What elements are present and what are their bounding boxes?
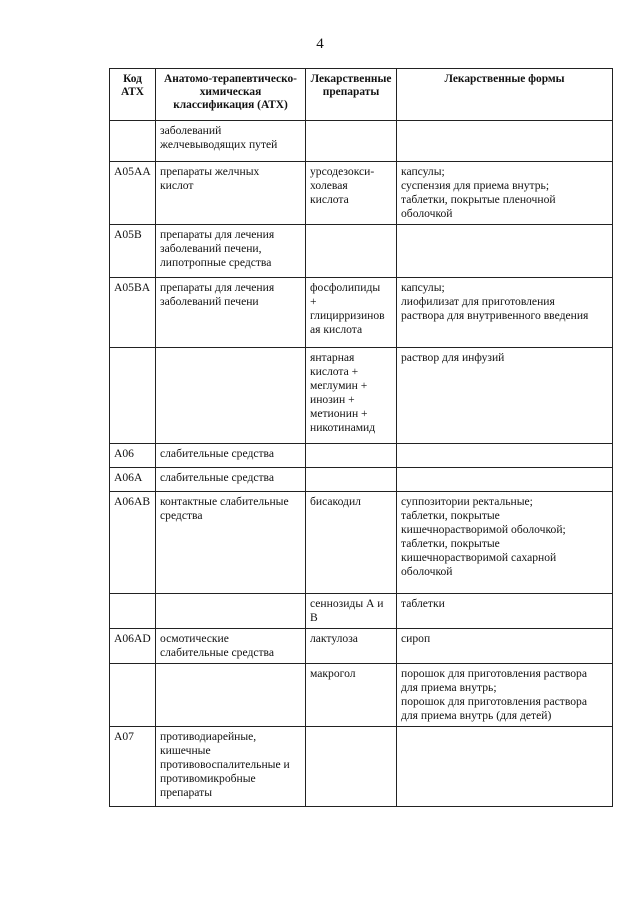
- code-cell: A06: [110, 444, 156, 468]
- table-row: [110, 348, 613, 444]
- form-line: для приема внутрь;: [401, 681, 497, 694]
- table-row: [110, 468, 613, 492]
- drug-cell: [306, 348, 397, 444]
- classification-line: слабительные средства: [160, 447, 275, 460]
- table-row: [110, 162, 613, 225]
- form-line: оболочкой: [401, 207, 453, 220]
- classification-cell: [156, 444, 306, 468]
- form-cell: [397, 348, 613, 444]
- classification-cell: [156, 629, 306, 664]
- drug-line: кислота: [310, 193, 349, 206]
- drug-line: макрогол: [310, 667, 356, 680]
- form-line: суппозитории ректальные;: [401, 495, 533, 508]
- drug-cell: [306, 629, 397, 664]
- form-line: таблетки, покрытые: [401, 509, 500, 522]
- classification-line: препараты для лечения: [160, 228, 275, 241]
- classification-line: слабительные средства: [160, 646, 275, 659]
- table-row: [110, 444, 613, 468]
- form-cell: [397, 162, 613, 225]
- drug-cell: [306, 727, 397, 807]
- form-line: капсулы;: [401, 281, 445, 294]
- code-cell: [110, 594, 156, 629]
- drug-cell: [306, 468, 397, 492]
- table-row: [110, 594, 613, 629]
- classification-line: липотропные средства: [160, 256, 272, 269]
- form-line: таблетки: [401, 597, 445, 610]
- code-cell: A05B: [110, 225, 156, 278]
- code-cell: A07: [110, 727, 156, 807]
- drug-line: сеннозиды А и: [310, 597, 384, 610]
- form-cell: [397, 121, 613, 162]
- header-drugs: Лекарственные препараты: [306, 69, 397, 121]
- drug-cell: [306, 492, 397, 594]
- drug-line: янтарная: [310, 351, 355, 364]
- drug-cell: [306, 594, 397, 629]
- form-cell: [397, 492, 613, 594]
- classification-line: осмотические: [160, 632, 229, 645]
- classification-line: средства: [160, 509, 203, 522]
- header-forms: Лекарственные формы: [397, 69, 613, 121]
- form-cell: [397, 468, 613, 492]
- table-body: [110, 121, 613, 807]
- drug-cell: [306, 664, 397, 727]
- classification-cell: [156, 727, 306, 807]
- header-classification: Анатомо-терапевтическо-химическая классификация (АТХ): [156, 69, 306, 121]
- classification-cell: [156, 278, 306, 348]
- classification-cell: [156, 121, 306, 162]
- classification-line: контактные слабительные: [160, 495, 289, 508]
- classification-cell: [156, 492, 306, 594]
- code-cell: A06AB: [110, 492, 156, 594]
- classification-line: заболеваний печени,: [160, 242, 262, 255]
- drug-cell: [306, 121, 397, 162]
- table-row: [110, 121, 613, 162]
- form-cell: [397, 278, 613, 348]
- drug-cell: [306, 225, 397, 278]
- form-line: порошок для приготовления раствора: [401, 667, 587, 680]
- drug-line: ая кислота: [310, 323, 363, 336]
- classification-cell: [156, 468, 306, 492]
- code-cell: [110, 664, 156, 727]
- classification-cell: [156, 594, 306, 629]
- form-line: капсулы;: [401, 165, 445, 178]
- drug-cell: [306, 278, 397, 348]
- code-cell: A05AA: [110, 162, 156, 225]
- table-row: [110, 664, 613, 727]
- table-row: [110, 225, 613, 278]
- drug-line: меглумин +: [310, 379, 368, 392]
- form-line: для приема внутрь (для детей): [401, 709, 552, 722]
- table-header-row: [110, 69, 613, 121]
- drug-line: бисакодил: [310, 495, 361, 508]
- classification-line: заболеваний: [160, 124, 222, 137]
- page-number: 4: [316, 36, 324, 52]
- drug-cell: [306, 162, 397, 225]
- drug-line: инозин +: [310, 393, 355, 406]
- drug-line: лактулоза: [310, 632, 358, 645]
- form-line: раствора для внутривенного введения: [401, 309, 589, 322]
- code-cell: [110, 121, 156, 162]
- form-cell: [397, 727, 613, 807]
- classification-cell: [156, 162, 306, 225]
- table-row: [110, 278, 613, 348]
- form-cell: [397, 444, 613, 468]
- code-cell: A05BA: [110, 278, 156, 348]
- drug-line: метионин +: [310, 407, 368, 420]
- classification-line: препараты: [160, 786, 212, 799]
- form-cell: [397, 594, 613, 629]
- header-code: Код АТХ: [110, 69, 156, 121]
- form-line: сироп: [401, 632, 431, 645]
- drug-line: холевая: [310, 179, 348, 192]
- table-row: [110, 492, 613, 594]
- drug-cell: [306, 444, 397, 468]
- form-line: таблетки, покрытые: [401, 537, 500, 550]
- drug-line: кислота +: [310, 365, 359, 378]
- classification-line: противодиарейные,: [160, 730, 257, 743]
- form-line: суспензия для приема внутрь;: [401, 179, 550, 192]
- code-cell: [110, 348, 156, 444]
- classification-line: заболеваний печени: [160, 295, 259, 308]
- form-cell: [397, 225, 613, 278]
- code-cell: A06A: [110, 468, 156, 492]
- form-line: лиофилизат для приготовления: [401, 295, 555, 308]
- classification-line: противовоспалительные и: [160, 758, 290, 771]
- table-row: [110, 727, 613, 807]
- drug-line: никотинамид: [310, 421, 376, 434]
- classification-line: препараты желчных: [160, 165, 260, 178]
- form-line: таблетки, покрытые пленочной: [401, 193, 556, 206]
- classification-cell: [156, 348, 306, 444]
- form-cell: [397, 629, 613, 664]
- classification-line: кислот: [160, 179, 194, 192]
- classification-cell: [156, 664, 306, 727]
- drug-line: +: [310, 295, 317, 308]
- form-line: раствор для инфузий: [401, 351, 505, 364]
- classification-line: слабительные средства: [160, 471, 275, 484]
- classification-line: желчевыводящих путей: [160, 138, 278, 151]
- drug-line: фосфолипиды: [310, 281, 381, 294]
- form-cell: [397, 664, 613, 727]
- form-line: кишечнорастворимой оболочкой;: [401, 523, 566, 536]
- classification-line: кишечные: [160, 744, 211, 757]
- drug-line: В: [310, 611, 318, 624]
- table-row: [110, 629, 613, 664]
- form-line: порошок для приготовления раствора: [401, 695, 587, 708]
- drug-line: глицирризинов: [310, 309, 385, 322]
- classification-line: противомикробные: [160, 772, 256, 785]
- form-line: оболочкой: [401, 565, 453, 578]
- code-cell: A06AD: [110, 629, 156, 664]
- atx-table: [109, 68, 613, 807]
- form-line: кишечнорастворимой сахарной: [401, 551, 557, 564]
- classification-cell: [156, 225, 306, 278]
- drug-line: урсодезокси-: [310, 165, 375, 178]
- classification-line: препараты для лечения: [160, 281, 275, 294]
